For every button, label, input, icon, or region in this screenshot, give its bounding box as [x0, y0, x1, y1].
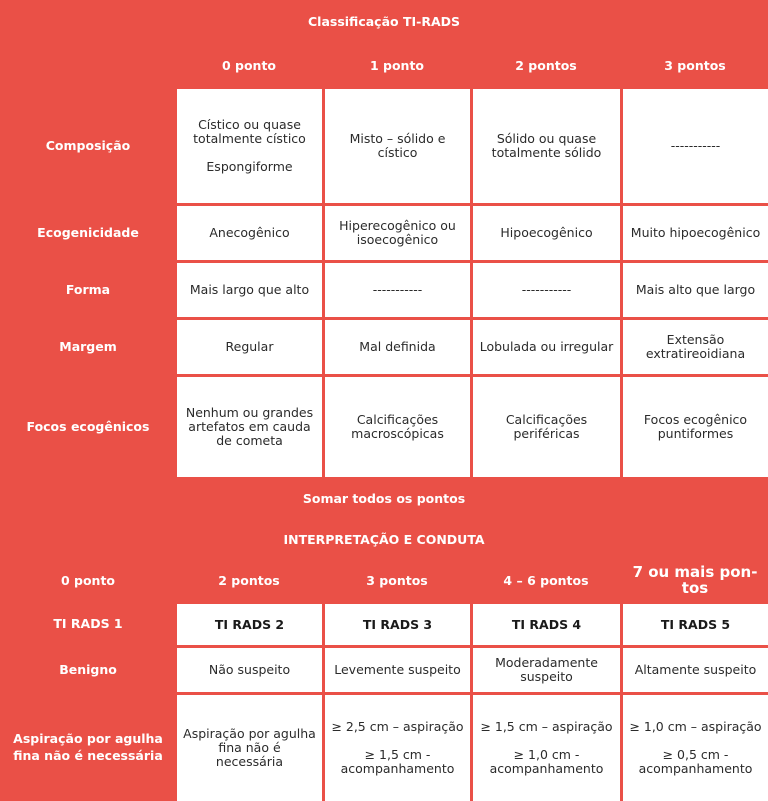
- header2-7-ou-mais: [622, 562, 768, 600]
- cell-line: Misto – sólido e: [349, 131, 446, 147]
- cell-fna-2: [473, 695, 620, 801]
- cell-line: Não suspeito: [208, 662, 291, 678]
- cell-composicao-1: [325, 89, 470, 203]
- cell-line: artefatos em cauda: [188, 419, 311, 435]
- cell-forma-3: [623, 263, 768, 317]
- header-line: 7 ou mais pon-: [632, 563, 758, 582]
- cell-line: ≥ 1,0 cm – aspiração: [629, 719, 762, 735]
- cell-line: suspeito: [520, 669, 573, 684]
- cell-line: acompanhamento: [340, 760, 455, 776]
- cell-composicao-2: [473, 89, 620, 203]
- header-line: tos: [681, 579, 709, 597]
- row-label-benigno: Benigno: [59, 661, 117, 677]
- cell-risk-3: [623, 648, 768, 692]
- cell-focos-2: [473, 377, 620, 477]
- cell-line: -----------: [670, 138, 721, 154]
- cell-line: acompanhamento: [638, 760, 753, 776]
- cell-line: isoecogênico: [356, 232, 439, 247]
- cell-line: -----------: [372, 282, 423, 298]
- header-2-pontos: 2 pontos: [515, 57, 577, 73]
- interpretation-title: INTERPRETAÇÃO E CONDUTA: [283, 532, 485, 547]
- cell-ecogenicidade-2: [473, 206, 620, 260]
- header2-3-pontos: 3 pontos: [366, 572, 428, 588]
- cell-line: Hipoecogênico: [500, 225, 593, 241]
- cell-margem-0: [177, 320, 322, 374]
- cell-line: Mais largo que alto: [189, 282, 310, 298]
- cell-line: TI RADS 4: [511, 616, 582, 632]
- row-label-ecogenicidade: Ecogenicidade: [37, 224, 139, 240]
- cell-line: ≥ 1,0 cm -: [513, 747, 580, 763]
- cell-tirads-5: [623, 604, 768, 645]
- cell-line: Lobulada ou irregular: [479, 339, 614, 355]
- cell-line: TI RADS 2: [214, 616, 285, 632]
- cell-line: Sólido ou quase: [496, 131, 597, 147]
- cell-composicao-0: [177, 89, 322, 203]
- cell-line: Levemente suspeito: [334, 662, 461, 678]
- header2-4-6-pontos: 4 – 6 pontos: [503, 572, 589, 588]
- cell-line: Hiperecogênico ou: [339, 218, 456, 234]
- cell-focos-1: [325, 377, 470, 477]
- cell-line: totalmente cístico: [193, 131, 306, 147]
- cell-risk-1: [325, 648, 470, 692]
- cell-line: Regular: [225, 339, 274, 355]
- row-label-composicao: Composição: [45, 137, 131, 153]
- cell-forma-2: [473, 263, 620, 317]
- cell-risk-2: [473, 648, 620, 692]
- cell-tirads-2: [177, 604, 322, 645]
- cell-margem-1: [325, 320, 470, 374]
- cell-tirads-3: [325, 604, 470, 645]
- cell-line: ≥ 0,5 cm -: [662, 747, 729, 763]
- label-line: Aspiração por agulha: [13, 731, 163, 747]
- cell-line: Mais alto que largo: [635, 282, 756, 298]
- label-line: fina não é necessária: [13, 748, 163, 763]
- cell-line: de cometa: [216, 432, 283, 448]
- cell-focos-0: [177, 377, 322, 477]
- cell-line: Anecogênico: [209, 225, 290, 241]
- sum-title: Somar todos os pontos: [302, 491, 466, 506]
- row-label-forma: Forma: [65, 281, 111, 297]
- cell-line: Extensão: [666, 332, 725, 348]
- cell-composicao-3: [623, 89, 768, 203]
- row-label-margem: Margem: [59, 338, 117, 354]
- header-0-ponto: 0 ponto: [221, 57, 277, 73]
- cell-line: acompanhamento: [489, 760, 604, 776]
- row-label-tirads-1: TI RADS 1: [53, 616, 123, 632]
- cell-ecogenicidade-0: [177, 206, 322, 260]
- cell-line: TI RADS 5: [660, 616, 731, 632]
- cell-line: Espongiforme: [206, 158, 293, 174]
- cell-line: Focos ecogênico: [643, 412, 748, 428]
- cell-focos-3: [623, 377, 768, 477]
- cell-line: Moderadamente: [495, 655, 598, 671]
- cell-line: extratireoidiana: [645, 346, 746, 361]
- cell-line: Altamente suspeito: [634, 662, 757, 678]
- cell-line: TI RADS 3: [362, 616, 433, 632]
- cell-fna-1: [325, 695, 470, 801]
- cell-line: Nenhum ou grandes: [185, 405, 314, 421]
- cell-line: ≥ 2,5 cm – aspiração: [331, 719, 464, 735]
- cell-margem-3: [623, 320, 768, 374]
- cell-tirads-4: [473, 604, 620, 645]
- row-label-focos-ecogenicos: Focos ecogênicos: [26, 418, 150, 434]
- cell-line: fina não é necessária: [215, 740, 284, 769]
- cell-ecogenicidade-3: [623, 206, 768, 260]
- cell-line: Calcificações: [356, 412, 439, 428]
- header2-0-ponto: 0 ponto: [60, 572, 116, 588]
- cell-ecogenicidade-1: [325, 206, 470, 260]
- cell-fna-3: [623, 695, 768, 801]
- header-1-ponto: 1 ponto: [369, 57, 425, 73]
- cell-line: puntiformes: [657, 426, 734, 441]
- cell-line: Muito hipoecogênico: [630, 225, 761, 241]
- cell-line: cístico: [377, 145, 418, 160]
- cell-line: ≥ 1,5 cm -: [364, 747, 431, 763]
- cell-line: periféricas: [513, 426, 580, 441]
- cell-risk-0: [177, 648, 322, 692]
- main-title: Classificação TI-RADS: [308, 14, 460, 29]
- cell-fna-0: [177, 695, 322, 801]
- cell-line: ≥ 1,5 cm – aspiração: [480, 719, 613, 735]
- cell-line: totalmente sólido: [491, 145, 602, 160]
- header-3-pontos: 3 pontos: [664, 57, 726, 73]
- cell-forma-1: [325, 263, 470, 317]
- cell-forma-0: [177, 263, 322, 317]
- row-label-fna: [0, 695, 176, 801]
- cell-line: -----------: [521, 282, 572, 298]
- header2-2-pontos: 2 pontos: [218, 572, 280, 588]
- cell-line: Calcificações: [505, 412, 588, 428]
- cell-line: Cístico ou quase: [198, 117, 301, 133]
- cell-line: Aspiração por agulha: [183, 726, 316, 742]
- cell-line: Mal definida: [359, 339, 436, 355]
- cell-line: macroscópicas: [351, 426, 444, 441]
- cell-margem-2: [473, 320, 620, 374]
